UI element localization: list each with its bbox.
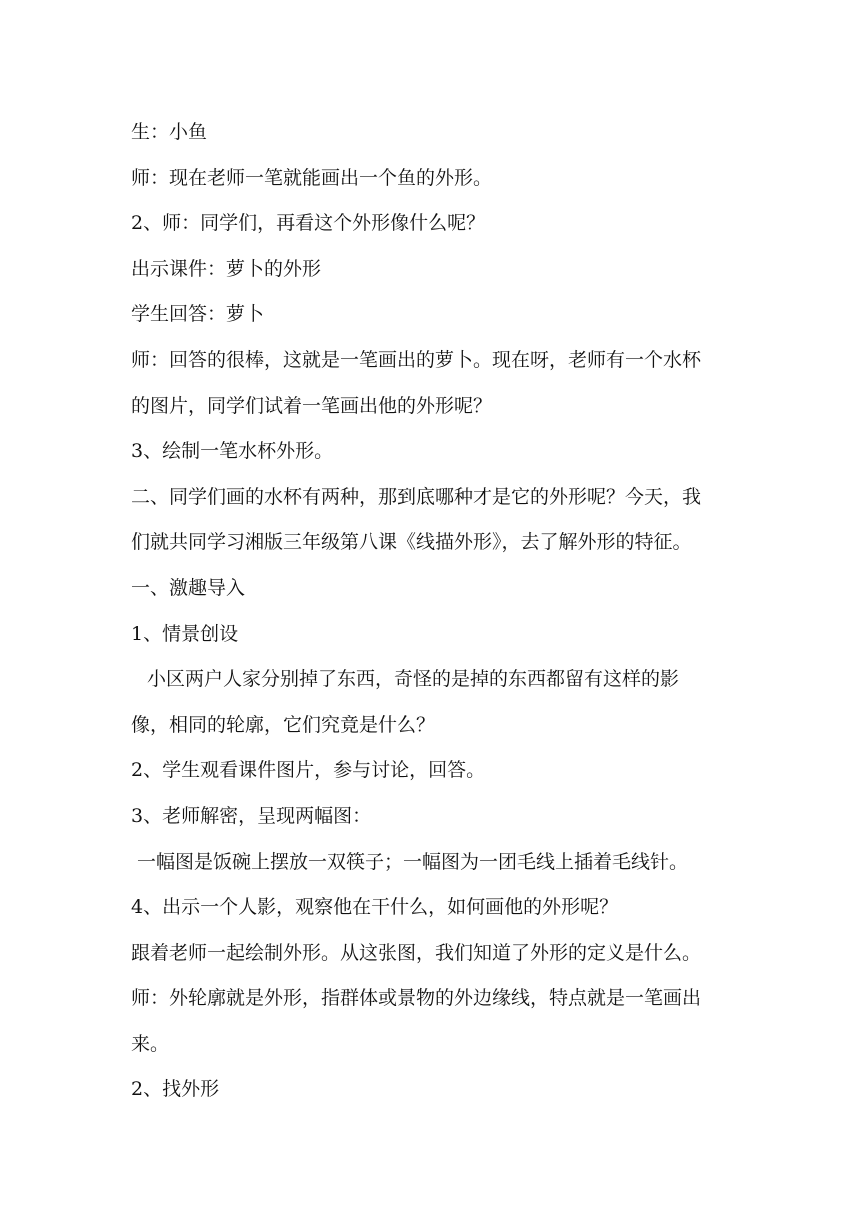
- text-line: 4、出示一个人影，观察他在干什么，如何画他的外形呢？: [131, 896, 619, 919]
- text-line: 小区两户人家分别掉了东西，奇怪的是掉的东西都留有这样的影: [147, 668, 680, 691]
- text-line: 师：回答的很棒，这就是一笔画出的萝卜。现在呀，老师有一个水杯: [131, 348, 702, 371]
- text-line: 师：外轮廓就是外形，指群体或景物的外边缘线，特点就是一笔画出: [131, 987, 702, 1010]
- text-line: 出示课件：萝卜的外形: [131, 257, 322, 280]
- text-line: 学生回答：萝卜: [131, 303, 265, 326]
- text-line: 来。: [131, 1032, 170, 1055]
- text-line: 师：现在老师一笔就能画出一个鱼的外形。: [131, 166, 493, 189]
- text-line: 1、情景创设: [131, 622, 239, 645]
- text-line: 2、找外形: [131, 1078, 220, 1101]
- text-line: 们就共同学习湘版三年级第八课《线描外形》，去了解外形的特征。: [131, 531, 692, 554]
- text-line: 一幅图是饭碗上摆放一双筷子；一幅图为一团毛线上插着毛线针。: [137, 850, 689, 873]
- document-body: [131, 110, 731, 1113]
- text-line: 2、师：同学们，再看这个外形像什么呢？: [131, 212, 486, 235]
- text-line: 跟着老师一起绘制外形。从这张图，我们知道了外形的定义是什么。: [131, 941, 702, 964]
- text-line: 二、同学们画的水杯有两种，那到底哪种才是它的外形呢？今天，我: [131, 485, 702, 508]
- text-line: 的图片，同学们试着一笔画出他的外形呢？: [131, 394, 493, 417]
- text-line: 像，相同的轮廓，它们究竟是什么？: [131, 713, 436, 736]
- text-line: 2、学生观看课件图片，参与讨论，回答。: [131, 759, 486, 782]
- section-heading: 一、激趣导入: [131, 576, 246, 599]
- text-line: 3、绘制一笔水杯外形。: [131, 440, 334, 463]
- text-line: 生：小鱼: [131, 121, 208, 143]
- text-line: 3、老师解密，呈现两幅图：: [131, 804, 372, 827]
